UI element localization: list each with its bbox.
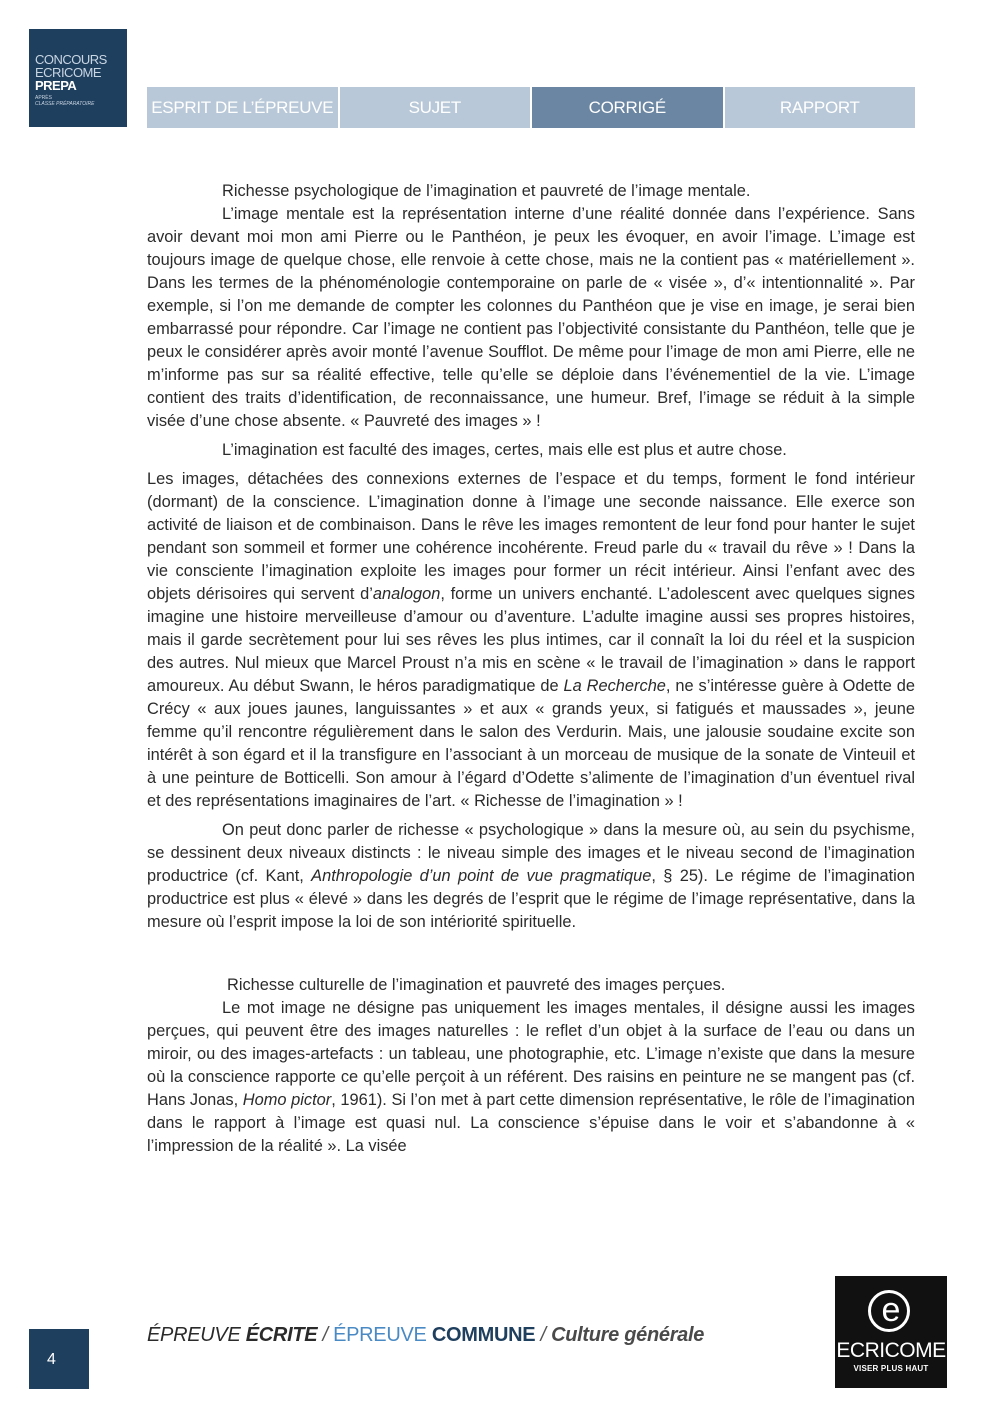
section-heading-culturelle: Richesse culturelle de l’imagination et pauvreté des images perçues. xyxy=(227,976,726,994)
tab-sujet[interactable]: SUJET xyxy=(340,87,531,128)
footer-commune: COMMUNE xyxy=(431,1324,536,1346)
text-run: , 1961). Si l’on met à part cette dimension représentative, le rôle de l’imagination dans le rapport à l’image est quasi nul. La conscience s’épuise dans le voir et s’abandonne à « l’impression de la réalité ». La visée xyxy=(147,1091,916,1155)
text-run: On peut donc parler de richesse « psychologique » dans la mesure où, au sein du psychisme, se dessinent deux niveaux distincts : le niveau simple des images et le niveau second de l’imagination productrice (cf. Kant, xyxy=(147,821,915,885)
logo-ecricome-text: ECRICOME xyxy=(35,65,102,80)
brand-tagline: VISER PLUS HAUT xyxy=(853,1364,929,1373)
brand-e-letter: e xyxy=(881,1291,901,1329)
section-heading-psychologique: Richesse psychologique de l’imagination et pauvreté de l’image mentale. xyxy=(222,182,751,200)
italic-homo-pictor: Homo pictor xyxy=(242,1091,332,1109)
italic-analogon: analogon xyxy=(372,585,441,603)
footer-slash-1: / xyxy=(317,1324,334,1346)
page-number xyxy=(29,1329,89,1389)
text-run: , § 25). Le régime de l’imagination productrice est plus « élevé » dans les degrés de l’esprit que le régime de l’image représentative, dans la mesure où l’esprit impose la loi de son intériorité spirituelle. xyxy=(147,867,915,931)
text-run: , forme un univers enchanté. L’adolescent avec quelques signes imagine une histoire merveilleuse d’amour ou d’aventure. L’adulte imagine aussi ses propres histoires, mais il garde secrètement pour lui ses rêves les plus intimes, car il connaît la loi du réel et la suspicion des autres. Nul mieux que Marcel Proust n’a mis en scène « le travail de l’imagination » dans le rapport amoureux. Au début Swann, le héros paradigmatique de xyxy=(147,585,915,695)
logo-classe-text: CLASSE PRÉPARATOIRE xyxy=(35,101,95,107)
concours-logo xyxy=(29,29,127,127)
footer-title xyxy=(147,1322,704,1348)
text-run: , ne s’intéresse guère à Odette de Crécy « aux joues jaunes, languissantes » et aux « grands yeux, si fatigués et maussades », jeune femme qu’il rencontre régulièrement dans le salon des Verdurin. Mais, une jalousie soudaine excite son intérêt à son égard et il la transfigure en l’associant à un morceau de musique de la sonate de Vinteuil et à une peinture de Botticelli. Son amour à l’égard d’Odette s’alimente de l’imagination d’un éventuel rival et des représentations imaginaires de l’art. « Richesse de l’imagination » ! xyxy=(147,677,915,810)
logo-apres-text: APRÈS xyxy=(35,95,52,101)
page-number-text: 4 xyxy=(47,1351,56,1368)
paragraph-images-detachees xyxy=(147,468,915,813)
footer-epreuve-1: ÉPREUVE xyxy=(147,1324,246,1346)
paragraph-richesse-psychologique xyxy=(147,819,915,934)
document-body xyxy=(147,180,915,1158)
footer-slash-2: / xyxy=(535,1324,552,1346)
brand-name: ECRICOME xyxy=(836,1339,946,1362)
italic-la-recherche: La Recherche xyxy=(563,677,666,695)
footer-ecrite: ÉCRITE xyxy=(245,1324,318,1346)
paragraph-faculte-images: L’imagination est faculté des images, certes, mais elle est plus et autre chose. xyxy=(222,441,787,459)
italic-anthropologie: Anthropologie d’un point de vue pragmatique xyxy=(311,867,652,885)
paragraph-image-mentale: L’image mentale est la représentation interne d’une réalité donnée dans l’expérience. Sans avoir devant moi mon ami Pierre ou le Panthéon, je peux les évoquer, en avoir l’image. L’image est toujours image de quelque chose, elle renvoie à cette chose, mais ne la contient pas « matériellement ». Dans les termes de la phénoménologie contemporaine on parle de « visée », d’« intentionnalité ». Par exemple, si l’on me demande de compter les colonnes du Panthéon que je vise en image, je serai bien embarrassé pour répondre. Car l’image ne contient pas l’objectivité consistante du Panthéon, telle que je peux le considérer après avoir monté l’avenue Soufflot. De même pour l’image de mon ami Pierre, elle ne m’informe pas sur sa réalité effective, telle qu’elle se déploie dans l’événementiel de la vie. L’image contient des traits d’identification, de reconnaissance, une humeur. Bref, l’image se réduit à la simple visée d’une chose absente. « Pauvreté des images » ! xyxy=(147,205,915,430)
logo-prepa-text: PREPA xyxy=(35,78,77,93)
paragraph-images-percues xyxy=(147,997,915,1158)
ecricome-brand-logo xyxy=(835,1276,947,1388)
tab-rapport[interactable]: RAPPORT xyxy=(725,87,916,128)
footer-culture-generale: Culture générale xyxy=(551,1324,705,1346)
text-run: Les images, détachées des connexions externes de l’espace et du temps, forment le fond intérieur (dormant) de la conscience. L’imagination donne à l’image une seconde naissance. Elle exerce son activité de liaison et de combinaison. Dans le rêve les images remontent de leur fond pour hanter le sujet pendant son sommeil et former une cohérence incohérente. Freud parle du « travail du rêve » ! Dans la vie consciente l’imagination exploite les images pour former un récit intérieur. Ainsi l’enfant avec des objets dérisoires qui servent d’ xyxy=(147,470,915,603)
tab-esprit-epreuve[interactable]: ESPRIT DE L’ÉPREUVE xyxy=(147,87,338,128)
logo-concours-text: CONCOURS xyxy=(35,52,107,67)
text-run: Le mot image ne désigne pas uniquement les images mentales, il désigne aussi les images perçues, qui peuvent être des images naturelles : le reflet d’un objet à la surface de l’eau ou dans un miroir, ou des images-artefacts : un tableau, une photographie, etc. L’image n’existe que dans la mesure où la conscience rapporte ce qu’elle perçoit à un référent. Des raisins en peinture ne se mangent pas (cf. Hans Jonas, xyxy=(147,999,915,1109)
section-tabs xyxy=(147,87,915,128)
tab-corrige[interactable]: CORRIGÉ xyxy=(532,87,723,128)
footer-epreuve-2: ÉPREUVE xyxy=(333,1324,432,1346)
